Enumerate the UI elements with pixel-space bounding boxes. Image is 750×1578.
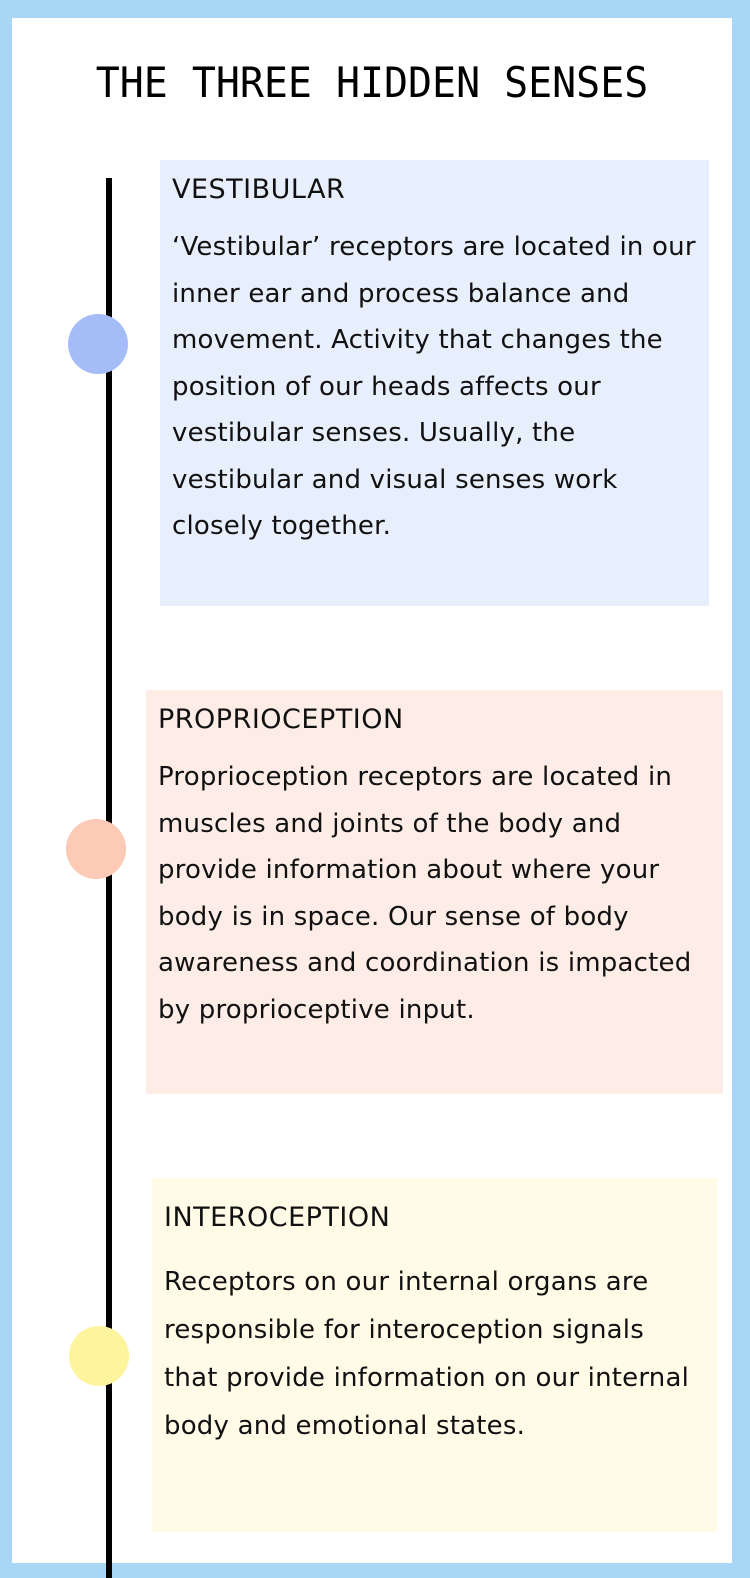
page-title: THE THREE HIDDEN SENSES (95, 58, 649, 107)
timeline-dot-proprioception (66, 819, 126, 879)
timeline-dot-interoception (69, 1326, 129, 1386)
card-heading-proprioception: PROPRIOCEPTION (158, 704, 404, 735)
card-heading-vestibular: VESTIBULAR (172, 174, 346, 205)
card-heading-interoception: INTEROCEPTION (164, 1202, 391, 1233)
card-vestibular (160, 160, 709, 606)
card-body-vestibular: ‘Vestibular’ receptors are located in our inner ear and process balance and movement. Activity that changes the position of our heads affects our vestibular senses. Usually, the vestibular and visual senses work closely together. (172, 232, 696, 541)
timeline-dot-vestibular (68, 314, 128, 374)
card-body-proprioception: Proprioception receptors are located in muscles and joints of the body and provide information about where your body is in space. Our sense of body awareness and coordination is impacted by proprioceptive input. (158, 762, 692, 1025)
infographic-page (12, 18, 732, 1563)
card-proprioception (146, 690, 723, 1094)
card-body-interoception: Receptors on our internal organs are responsible for interoception signals that provide information on our internal body and emotional states. (164, 1267, 690, 1441)
card-interoception (152, 1178, 717, 1532)
